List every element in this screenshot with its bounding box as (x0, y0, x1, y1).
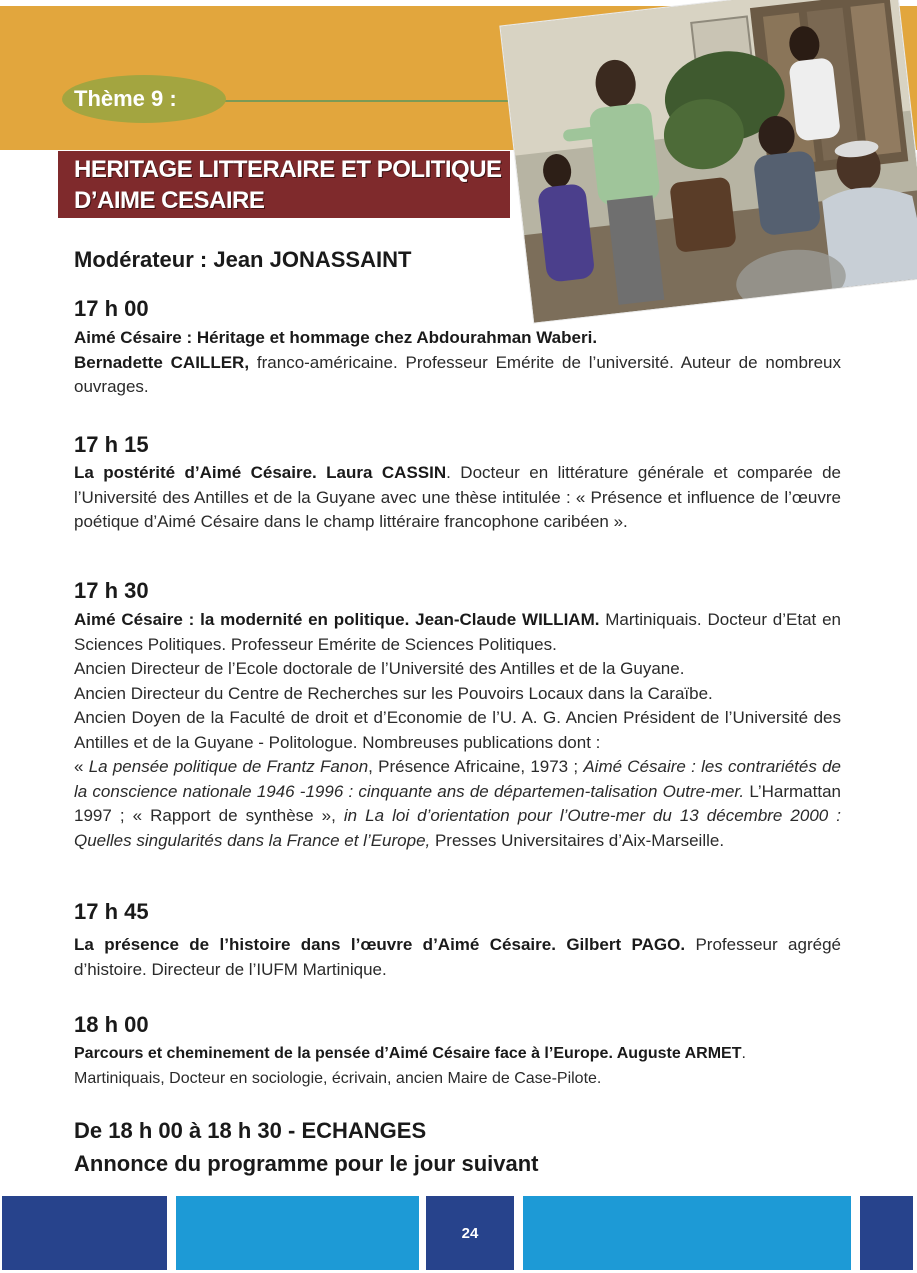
moderator: Modérateur : Jean JONASSAINT (74, 247, 412, 272)
session-description (74, 326, 841, 400)
speaker-bio: Ancien Directeur de l’Ecole doctorale de l’Université des Antilles et de la Guyane. (74, 659, 685, 678)
session-line (74, 682, 841, 707)
biblio-title: Aimé Césaire : les contrariétés de la conscience nationale 1946 -1996 : cinquante ans de départemen-talisation Outre-mer. (74, 757, 842, 801)
session-description (74, 608, 841, 853)
session-description (74, 1042, 841, 1091)
next-day-line: Annonce du programme pour le jour suivant (74, 1151, 539, 1176)
biblio-title: La pensée politique de Frantz Fanon (88, 757, 369, 776)
footer-block-cyan-left (176, 1196, 419, 1270)
session-line (74, 657, 841, 682)
session-time: 17 h 45 (74, 899, 149, 924)
footer-block-left (2, 1196, 167, 1270)
speaker-bio: Ancien Doyen de la Faculté de droit et d’Economie de l’U. A. G. Ancien Président de l’Université des Antilles et de la Guyane - Politologue. Nombreuses publications dont : (74, 708, 841, 752)
title-line-2: D’AIME CESAIRE (74, 187, 265, 214)
event-photo-image (500, 0, 917, 323)
biblio-text: « (74, 757, 89, 776)
session-line (74, 1067, 841, 1092)
session-time: 17 h 15 (74, 432, 149, 457)
bibliography (74, 755, 841, 853)
biblio-title: in La loi d’orientation pour l’Outre-mer du 13 décembre 2000 : Quelles singularités dans la France et l’Europe, (74, 806, 841, 850)
session-title: La présence de l’histoire dans l’œuvre d’Aimé Césaire. Gilbert PAGO. (74, 935, 686, 954)
session-title: La postérité d’Aimé Césaire. Laura CASSIN (74, 463, 447, 482)
biblio-text: Presses Universitaires d’Aix-Marseille. (430, 830, 725, 850)
biblio-text: L’Harmattan 1997 ; « Rapport de synthèse », (74, 781, 841, 825)
session-text: . (741, 1045, 746, 1062)
speaker-bio: Professeur agrégé d’histoire. Directeur de l’IUFM Martinique. (74, 935, 841, 979)
event-photo (500, 0, 917, 323)
session-line (74, 351, 841, 400)
session-line (74, 461, 841, 535)
page-title (74, 154, 502, 216)
session-title: Parcours et cheminement de la pensée d’Aimé Césaire face à l’Europe. Auguste ARMET (74, 1045, 742, 1062)
page-number: 24 (461, 1224, 479, 1242)
closing-block (74, 1114, 539, 1180)
session-line (74, 933, 841, 982)
session-description (74, 461, 841, 535)
session-description (74, 933, 841, 982)
biblio-text: , Présence Africaine, 1973 ; (368, 757, 584, 776)
session-time: 17 h 00 (74, 296, 149, 321)
session-title: Aimé Césaire : Héritage et hommage chez Abdourahman Waberi. (74, 328, 598, 347)
speaker-name: Bernadette CAILLER, (74, 352, 250, 372)
title-line-1: HERITAGE LITTERAIRE ET POLITIQUE (74, 156, 502, 183)
theme-underline (222, 100, 518, 102)
exchange-line: De 18 h 00 à 18 h 30 - ECHANGES (74, 1118, 427, 1143)
speaker-bio: franco-américaine. Professeur Emérite de l’université. Auteur de nombreux ouvrages. (74, 352, 841, 396)
speaker-bio: Martiniquais, Docteur en sociologie, écrivain, ancien Maire de Case-Pilote. (74, 1069, 602, 1087)
session-line (74, 326, 841, 351)
title-band (58, 151, 510, 218)
footer-block-right (860, 1196, 913, 1270)
session-title: Aimé Césaire : la modernité en politique. Jean-Claude WILLIAM. (74, 610, 600, 629)
session-line (74, 1042, 841, 1067)
speaker-bio: . Docteur en littérature générale et comparée de l’Université des Antilles et de la Guyane avec une thèse intitulée : « Présence et influence de l’œuvre poétique d’Aimé Césaire dans le champ littéraire francophone caribéen ». (74, 463, 842, 531)
session-time: 17 h 30 (74, 578, 149, 603)
speaker-bio: Ancien Directeur du Centre de Recherches sur les Pouvoirs Locaux dans la Caraïbe. (74, 683, 713, 703)
session-line (74, 706, 841, 755)
theme-badge (62, 75, 226, 123)
session-line (74, 608, 841, 657)
theme-label: Thème 9 : (74, 86, 177, 111)
footer-block-cyan-right (523, 1196, 851, 1270)
session-time: 18 h 00 (74, 1012, 149, 1037)
speaker-bio: Martiniquais. Docteur d’Etat en Sciences Politiques. Professeur Emérite de Sciences Politiques. (74, 610, 841, 654)
